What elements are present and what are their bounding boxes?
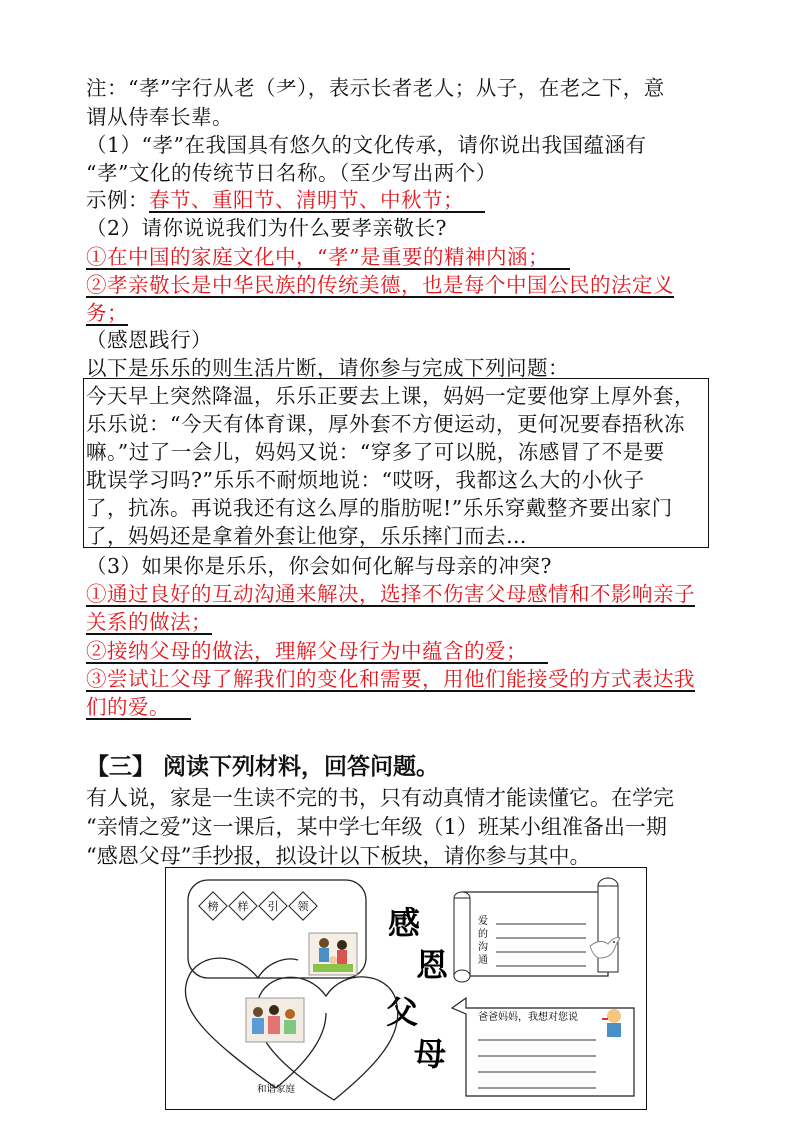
q2-answer-2-line-2: 务；: [86, 301, 128, 325]
section-title: （感恩践行）: [86, 328, 212, 352]
example-label: 示例：: [86, 188, 149, 212]
diamond-labels: [199, 892, 317, 920]
story-line: 今天早上突然降温，乐乐正要去上课，妈妈一定要他穿上厚外套，: [86, 384, 695, 408]
scroll-char: 通: [478, 955, 488, 966]
letter-text: 爸爸妈妈，我想对您说: [478, 1012, 578, 1023]
q3-answer-3-line-1: ③尝试让父母了解我们的变化和需要，用他们能接受的方式表达我: [86, 667, 695, 691]
layout-drawing: [166, 868, 648, 1111]
newspaper-layout-figure: [165, 867, 647, 1110]
family-illustration: [309, 933, 357, 975]
scroll-char: 的: [478, 929, 488, 940]
q3-answer-2: ②接纳父母的做法，理解父母行为中蕴含的爱；: [86, 639, 527, 663]
q1-line-2: “孝”文化的传统节日名称。（至少写出两个）: [86, 161, 497, 185]
diamond-text: 领: [297, 900, 309, 913]
part3-para-line: 有人说，家是一生读不完的书，只有动真情才能读懂它。在学完: [86, 786, 674, 810]
part3-para-line: “亲情之爱”这一课后，某中学七年级（1）班某小组准备出一期: [86, 815, 667, 839]
title-char: 恩: [416, 946, 449, 984]
title-char: 父: [386, 993, 419, 1031]
diamond-text: 榜: [207, 900, 219, 913]
title-char: 感: [388, 904, 421, 942]
section-intro: 以下是乐乐的则生活片断，请你参与完成下列问题：: [86, 356, 569, 380]
story-line: 了，抗冻。再说我还有这么厚的脂肪呢!”乐乐穿戴整齐要出家门: [86, 496, 673, 520]
heart-caption: 和谐家庭: [256, 1084, 296, 1095]
diamond-text: 样: [237, 900, 249, 913]
story-line: 乐乐说：“今天有体育课，厚外套不方便运动，更何况要春捂秋冻: [86, 412, 685, 436]
q3-answer-3-line-2: 们的爱。: [86, 695, 170, 719]
child-icon: [602, 1009, 621, 1037]
hearts-panel: [185, 958, 397, 1100]
diamond-text: 引: [267, 900, 279, 913]
story-line: 嘛。”过了一会儿，妈妈又说：“穿多了可以脱，冻感冒了不是要: [86, 440, 665, 464]
note-line-2: 谓从侍奉长辈。: [86, 105, 233, 129]
q2-answer-2-line-1: ②孝亲敬长是中华民族的传统美德，也是每个中国公民的法定义: [86, 273, 674, 297]
part3-heading: 【三】 阅读下列材料，回答问题。: [86, 754, 440, 780]
scroll-char: 沟: [478, 942, 488, 953]
story-line: 了，妈妈还是拿着外套让他穿，乐乐摔门而去…: [86, 524, 527, 548]
q2-answer-1: ①在中国的家庭文化中，“孝”是重要的精神内涵；: [86, 245, 549, 269]
note-line-1: 注：“孝”字行从老（耂），表示长者老人；从子，在老之下，意: [86, 76, 665, 100]
q3-answer-1-line-2: 关系的做法；: [86, 610, 212, 634]
q1-line-1: （1）“孝”在我国具有悠久的文化传承，请你说出我国蕴涵有: [86, 133, 647, 157]
story-line: 耽误学习吗?”乐乐不耐烦地说：“哎呀，我都这么大的小伙子: [86, 468, 645, 492]
title-char: 母: [414, 1035, 447, 1073]
part3-para-line: “感恩父母”手抄报，拟设计以下板块，请你参与其中。: [86, 844, 591, 868]
letter-panel: [452, 998, 634, 1096]
scroll-panel: [454, 878, 618, 982]
q3-question: （3）如果你是乐乐，你会如何化解与母亲的冲突?: [86, 554, 553, 578]
q2-question: （2）请你说说我们为什么要孝亲敬长?: [86, 216, 448, 240]
q1-example: [86, 186, 710, 214]
scroll-char: 爱: [478, 916, 488, 927]
q1-answer: 春节、重阳节、清明节、中秋节；: [149, 188, 464, 212]
q3-answer-1-line-1: ①通过良好的互动沟通来解决，选择不伤害父母感情和不影响亲子: [86, 582, 695, 606]
